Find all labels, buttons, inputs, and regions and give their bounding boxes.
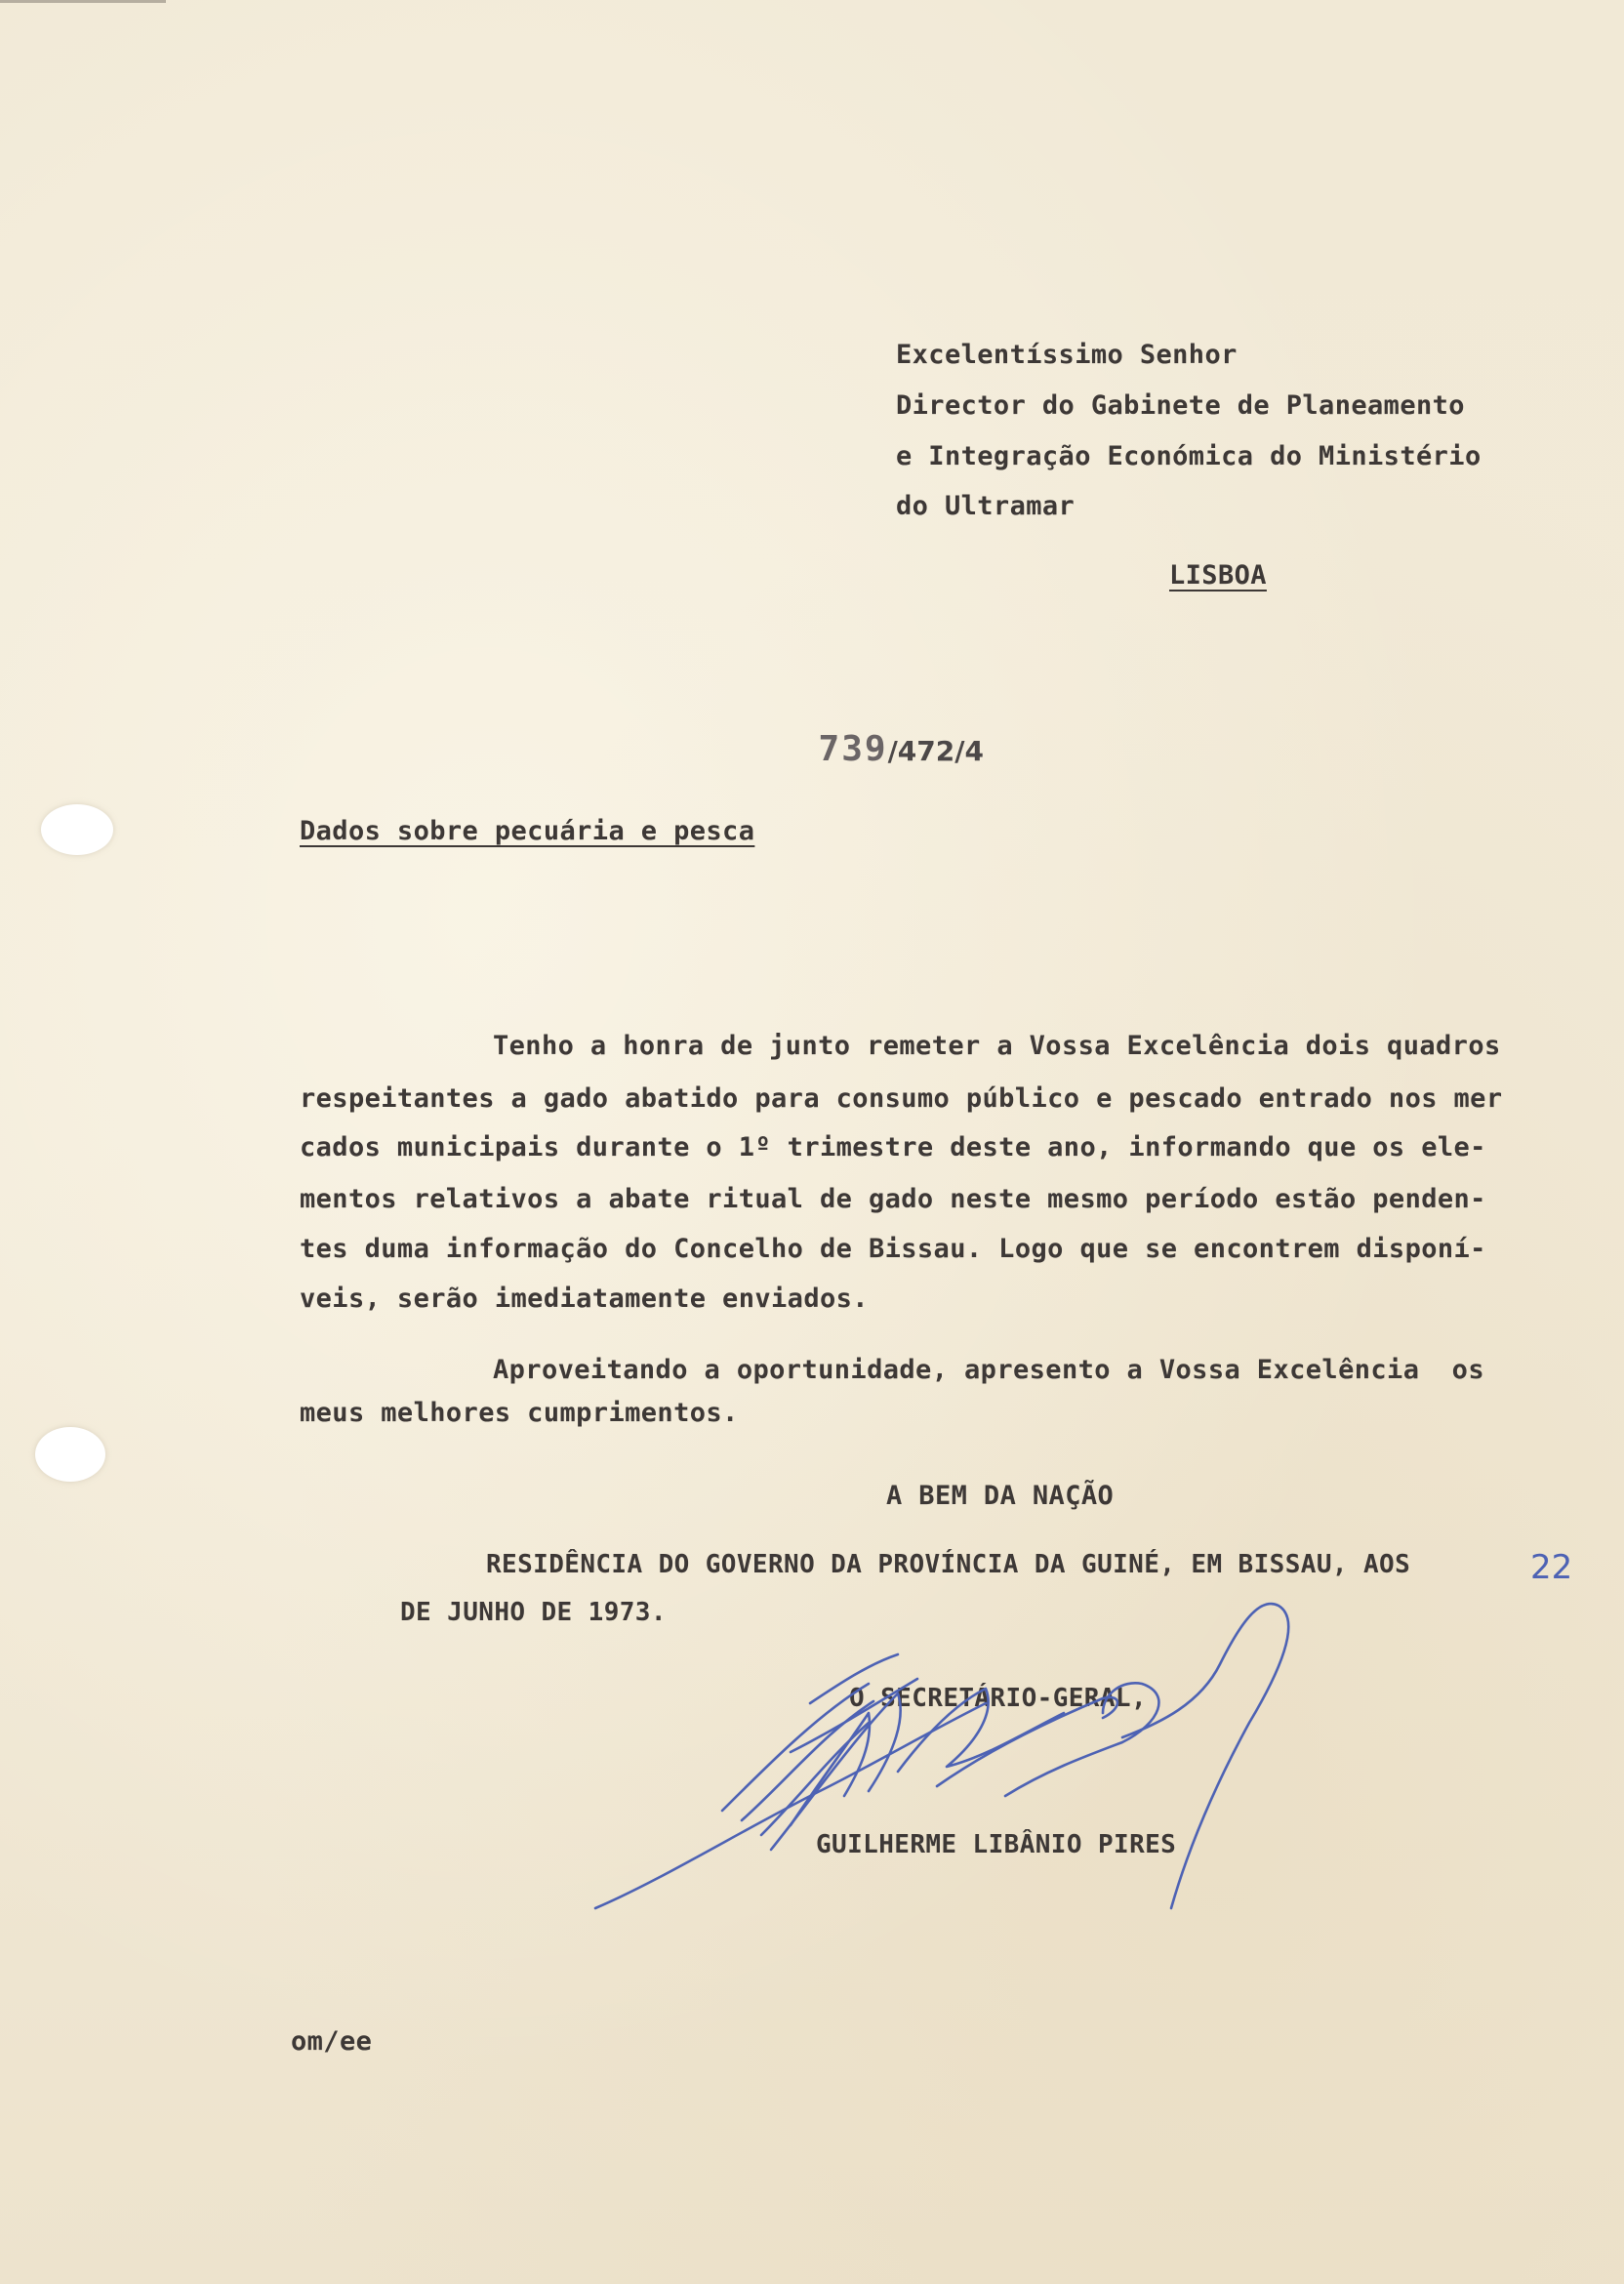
body-line: mentos relativos a abate ritual de gado neste mesmo período estão penden- [300, 1184, 1486, 1214]
handwritten-signature [576, 1586, 1357, 1957]
closing-motto: A BEM DA NAÇÃO [886, 1481, 1115, 1511]
reference-number [781, 711, 984, 788]
recipient-line-2: Director do Gabinete de Planeamento [896, 390, 1465, 421]
recipient-city: LISBOA [1169, 560, 1267, 591]
recipient-line-1: Excelentíssimo Senhor [896, 340, 1238, 370]
recipient-line-4: do Ultramar [896, 491, 1076, 521]
body-line: Tenho a honra de junto remeter a Vossa Excelência dois quadros [493, 1031, 1501, 1061]
reference-suffix: /472/4 [887, 735, 984, 767]
body-line: meus melhores cumprimentos. [300, 1398, 739, 1428]
body-line: respeitantes a gado abatido para consumo público e pescado entrado nos mer [300, 1083, 1503, 1114]
typist-initials: om/ee [291, 2026, 373, 2057]
reference-stamped-number: 739 [818, 729, 888, 769]
recipient-line-3: e Integração Económica do Ministério [896, 441, 1482, 471]
subject-line: Dados sobre pecuária e pesca [300, 816, 755, 846]
page-edge-mark [0, 0, 166, 3]
handwritten-day: 22 [1530, 1548, 1573, 1587]
body-line: cados municipais durante o 1º trimestre deste ano, informando que os ele- [300, 1132, 1486, 1162]
body-line: Aproveitando a oportunidade, apresento a Vossa Excelência os [493, 1355, 1484, 1385]
signatory-title: O SECRETÁRIO-GERAL, [849, 1684, 1148, 1713]
punch-hole-lower [35, 1427, 105, 1482]
punch-hole-upper [41, 804, 113, 855]
closing-place-line-2: DE JUNHO DE 1973. [400, 1598, 667, 1627]
body-line: tes duma informação do Concelho de Bissau. Logo que se encontrem disponí- [300, 1234, 1486, 1264]
closing-place-line-1: RESIDÊNCIA DO GOVERNO DA PROVÍNCIA DA GUINÉ, EM BISSAU, AOS [486, 1550, 1411, 1579]
signatory-name: GUILHERME LIBÂNIO PIRES [816, 1830, 1177, 1859]
body-line: veis, serão imediatamente enviados. [300, 1284, 869, 1314]
